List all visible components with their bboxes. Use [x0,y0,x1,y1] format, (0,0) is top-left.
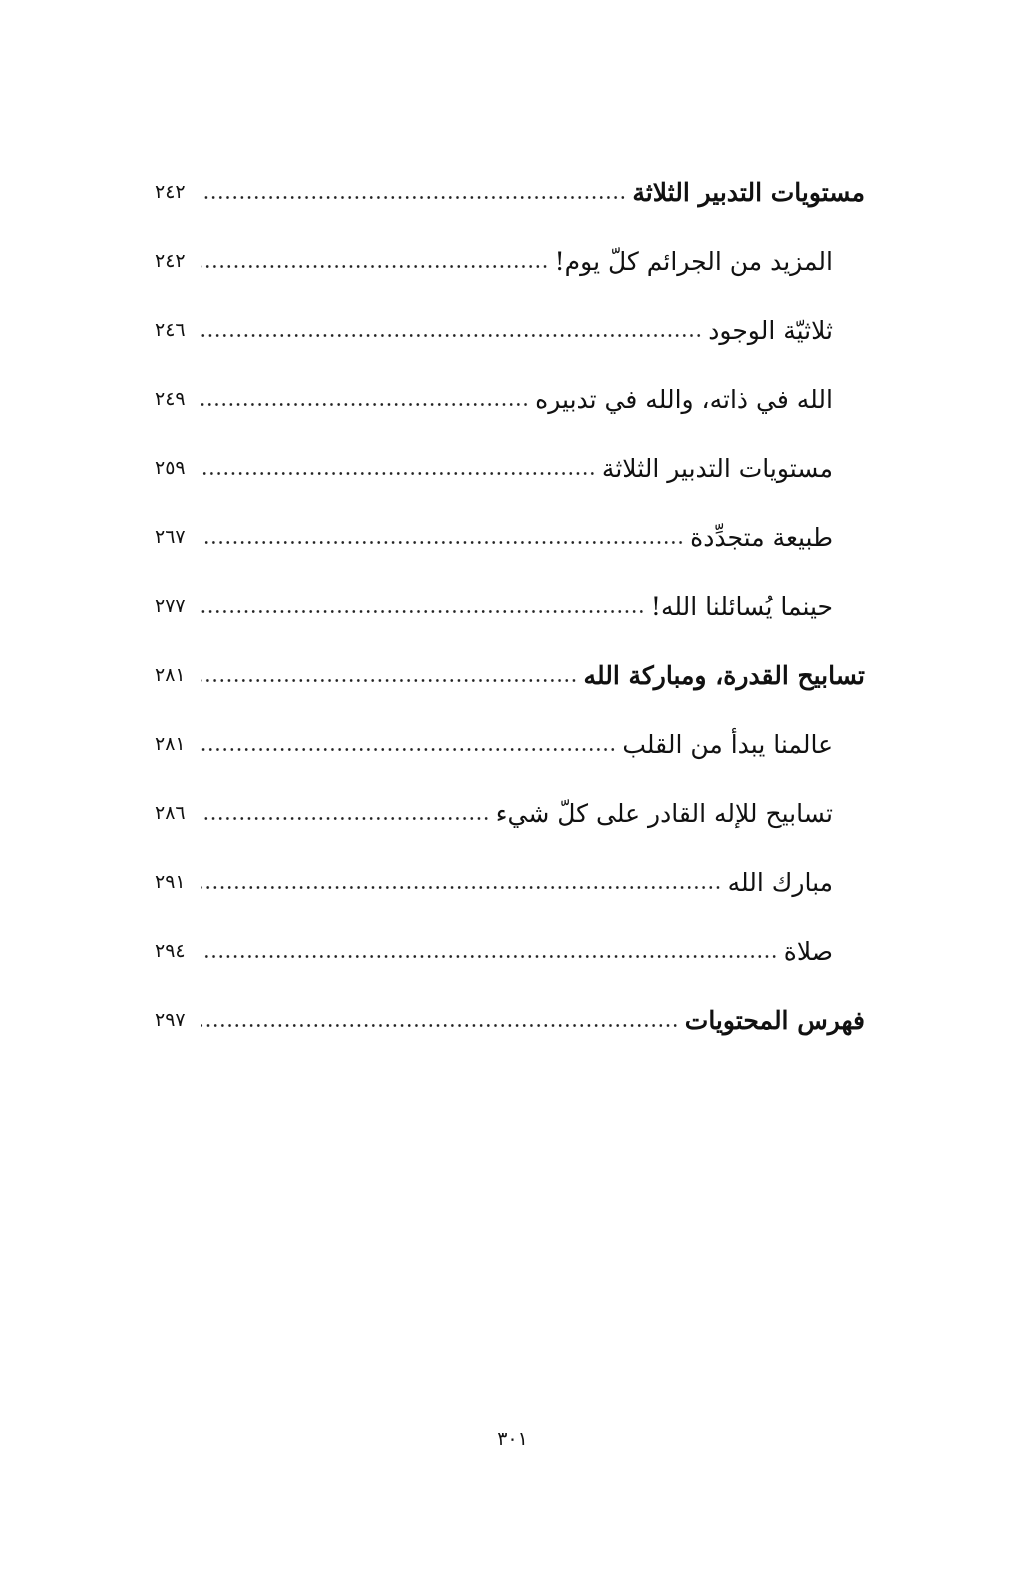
toc-entry [155,917,865,986]
dot-leader [201,472,596,475]
toc-entry-title: ثلاثيّة الوجود [708,316,833,345]
toc-entry-page: ٢٤٢ [155,250,186,272]
dot-leader [201,265,549,268]
toc-entry-page: ٢٨١ [155,733,186,755]
toc-entry [155,365,865,434]
dot-leader [201,748,616,751]
toc-entry-title: مستويات التدبير الثلاثة [601,454,833,483]
toc-entry [155,503,865,572]
toc-entry-page: ٢٦٧ [155,526,186,548]
dot-leader [201,1024,679,1027]
toc-entry [155,710,865,779]
toc-entry-title: المزيد من الجرائم كلّ يوم! [554,247,833,276]
toc-entry [155,158,865,227]
toc-entry [155,434,865,503]
dot-leader [201,679,578,682]
toc-entry-title: فهرس المحتويات [684,1006,865,1035]
dot-leader [201,955,778,958]
toc-entry-page: ٢٩٤ [155,940,186,962]
dot-leader [201,541,684,544]
toc-entry-page: ٢٤٦ [155,319,186,341]
toc-entry [155,641,865,710]
toc-entry [155,848,865,917]
toc-entry-title: صلاة [783,937,833,966]
toc-entry-title: عالمنا يبدأ من القلب [622,730,833,759]
toc-entry-title: طبيعة متجدِّدة [690,523,833,552]
dot-leader [201,403,529,406]
toc-entry-page: ٢٤٩ [155,388,186,410]
toc-entry-page: ٢٩٧ [155,1009,186,1031]
dot-leader [201,196,626,199]
dot-leader [201,610,645,613]
dot-leader [201,886,722,889]
toc-entry [155,986,865,1055]
toc-entry-page: ٢٩١ [155,871,186,893]
toc-entry-title: تسابيح للإله القادر على كلّ شيء [495,799,833,828]
toc-entry-title: تسابيح القدرة، ومباركة الله [583,661,865,690]
table-of-contents [155,158,865,1055]
page-number: ٣٠١ [497,1428,528,1450]
toc-entry [155,296,865,365]
toc-entry [155,779,865,848]
toc-entry-page: ٢٨٦ [155,802,186,824]
toc-entry-title: مستويات التدبير الثلاثة [632,178,865,207]
toc-entry-page: ٢٨١ [155,664,186,686]
toc-entry [155,572,865,641]
toc-entry-title: مبارك الله [727,868,833,897]
dot-leader [201,334,702,337]
toc-entry-page: ٢٧٧ [155,595,186,617]
toc-entry-title: حينما يُسائلنا الله! [650,592,833,621]
toc-entry-page: ٢٥٩ [155,457,186,479]
toc-entry-title: الله في ذاته، والله في تدبيره [535,385,833,414]
toc-entry-page: ٢٤٢ [155,181,186,203]
toc-entry [155,227,865,296]
dot-leader [201,817,490,820]
